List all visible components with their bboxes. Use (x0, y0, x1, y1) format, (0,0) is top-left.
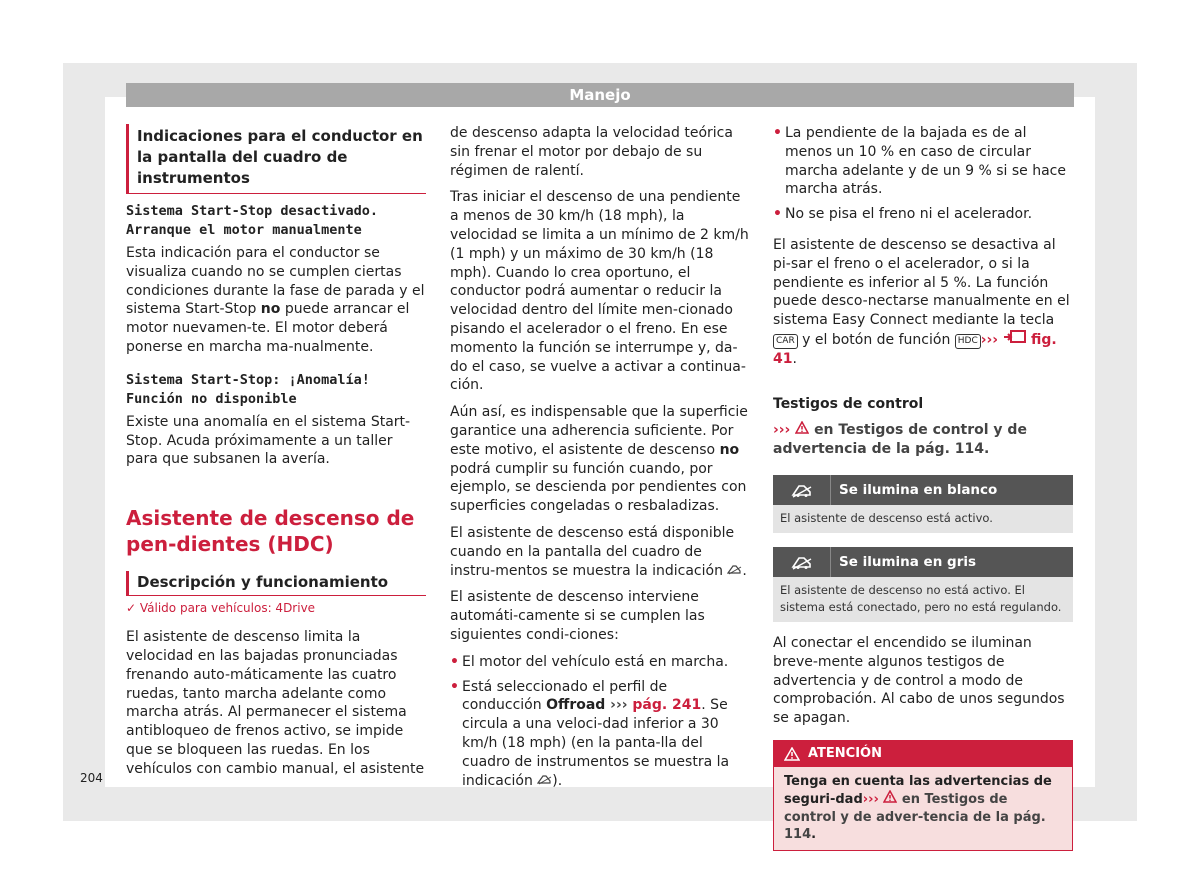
hdc-indicator-icon (537, 773, 552, 785)
figure-ref-icon (1003, 330, 1027, 344)
bullet-engine-running: • El motor del vehículo está en marcha. (450, 653, 750, 672)
link-page-241[interactable]: pág. 241 (632, 697, 702, 714)
indicator-gray-box (773, 547, 1073, 622)
hdc-gray-icon (773, 547, 831, 577)
column-2 (450, 124, 750, 796)
section-title-indicaciones: Indicaciones para el conductor en la pantalla del cuadro de instrumentos (126, 124, 426, 194)
indicator-gray-text: El asistente de descenso no está activo. El sistema está conectado, pero no está regulando. (773, 577, 1073, 622)
paragraph-ignition: Al conectar el encendido se iluminan breve-mente algunos testigos de advertencia y de control a modo de comprobación. Al cabo de unos segundos se apagan. (773, 634, 1065, 727)
testigos-reference: ››› en Testigos de control y de advertencia de la pág. 114. (773, 422, 1027, 458)
indicator-white-label: Se ilumina en blanco (839, 481, 998, 498)
paragraph-2: Tras iniciar el descenso de una pendiente a menos de 30 km/h (18 mph), la velocidad se limita a un mínimo de 2 km/h (1 mph) y un máximo de 30 km/h (18 mph). Cuando lo crea oportuno, el conductor podrá aumentar o reducir la velocidad dentro del límite men-cionado pisando el acelerador o el freno. En ese momento la función se interrumpe y, da-do el caso, se vuelve a activar a continua-ción. (450, 189, 749, 394)
testigos-title: Testigos de control (773, 395, 924, 412)
car-key[interactable]: CAR (773, 334, 798, 349)
check-icon: ✓ (126, 601, 140, 616)
message-description-1: Esta indicación para el conductor se visualiza cuando no se cumplen ciertas condiciones durante la fase de parada y el sistema Start-Stop no puede arrancar el motor nuevamen-te. El motor deberá ponerse en marcha ma-nualmente. (126, 245, 425, 355)
paragraph-3: Aún así, es indispensable que la superficie garantice una adherencia suficiente. Por este motivo, el asistente de descenso no podrá cumplir su función cuando, por ejemplo, se descienda por pendientes con superficies congeladas o resbaladizas. (450, 404, 748, 515)
chapter-title-hdc: Asistente de descenso de pen-dientes (HDC) (126, 506, 415, 557)
subsection-title-descripcion: Descripción y funcionamiento (126, 571, 426, 596)
column-3 (773, 124, 1073, 851)
paragraph-1: de descenso adapta la velocidad teórica sin frenar el motor por debajo de su régimen de ralentí. (450, 125, 733, 179)
indicator-white-box (773, 475, 1073, 533)
message-title-start-stop-fault: Sistema Start-Stop: ¡Anomalía! Función no disponible (126, 371, 370, 407)
column-1 (126, 124, 426, 787)
hdc-white-icon (773, 475, 831, 505)
hdc-indicator-icon (727, 563, 742, 575)
link-fig-41[interactable]: fig. 41 (773, 331, 1057, 367)
warning-triangle-icon (784, 747, 800, 761)
bullet-slope: • La pendiente de la bajada es de al menos un 10 % en caso de circular marcha adelante y de un 9 % si se hace marcha atrás. (773, 124, 1073, 199)
warning-title: ATENCIÓN (808, 745, 882, 761)
message-title-start-stop-off: Sistema Start-Stop desactivado. Arranque el motor manualmente (126, 203, 378, 238)
hdc-key[interactable]: HDC (955, 334, 981, 349)
description-paragraph: El asistente de descenso limita la velocidad en las bajadas pronunciadas frenando auto-máticamente las cuatro ruedas, tanto marcha adelante como marcha atrás. Al permanecer el sistema antibloqueo de frenos activo, se impide que se bloqueen las ruedas. En los vehículos con cambio manual, el asistente (126, 629, 425, 777)
link-testigos-114-warning[interactable]: en Testigos de control y de adver-tencia de la pág. 114 (784, 792, 1046, 843)
link-testigos-114[interactable]: en Testigos de control y de advertencia de la pág. 114 (773, 422, 1027, 458)
paragraph-deactivation: El asistente de descenso se desactiva al pi-sar el freno o el acelerador, o si la pendiente es inferior al 5 %. La función puede desco-nectarse manualmente en el sistema Easy Connect mediante la tecla CAR y el botón de función HDC ››› fig. 41. (773, 236, 1070, 367)
bullet-offroad: • Está seleccionado el perfil de conducción Offroad ››› pág. 241. Se circula a una veloci-dad inferior a 30 km/h (18 mph) (en la panta-lla del cuadro de instrumentos se muestra la indicación ). (450, 678, 750, 791)
message-description-2: Existe una anomalía en el sistema Start-Stop. Acuda próximamente a un taller para que subsanen la avería. (126, 413, 411, 468)
validity-note: ✓ Válido para vehículos: 4Drive (126, 601, 316, 616)
paragraph-4: El asistente de descenso está disponible cuando en la pantalla del cuadro de instru-mentos se muestra la indicación . (450, 524, 747, 579)
bullet-no-pedal: • No se pisa el freno ni el acelerador. (773, 205, 1073, 224)
page-number: 204 (80, 771, 103, 785)
warning-box (773, 740, 1073, 851)
warning-triangle-icon (883, 790, 897, 803)
warning-triangle-icon (795, 421, 809, 434)
chapter-header: Manejo (126, 83, 1074, 107)
indicator-gray-label: Se ilumina en gris (839, 553, 977, 570)
warning-text: Tenga en cuenta las advertencias de seguri-dad››› en Testigos de control y de adver-tencia de la pág. 114. (774, 767, 1072, 850)
indicator-white-text: El asistente de descenso está activo. (773, 505, 1073, 533)
paragraph-5: El asistente de descenso interviene automáti-camente si se cumplen las siguientes condi-ciones: (450, 589, 705, 643)
